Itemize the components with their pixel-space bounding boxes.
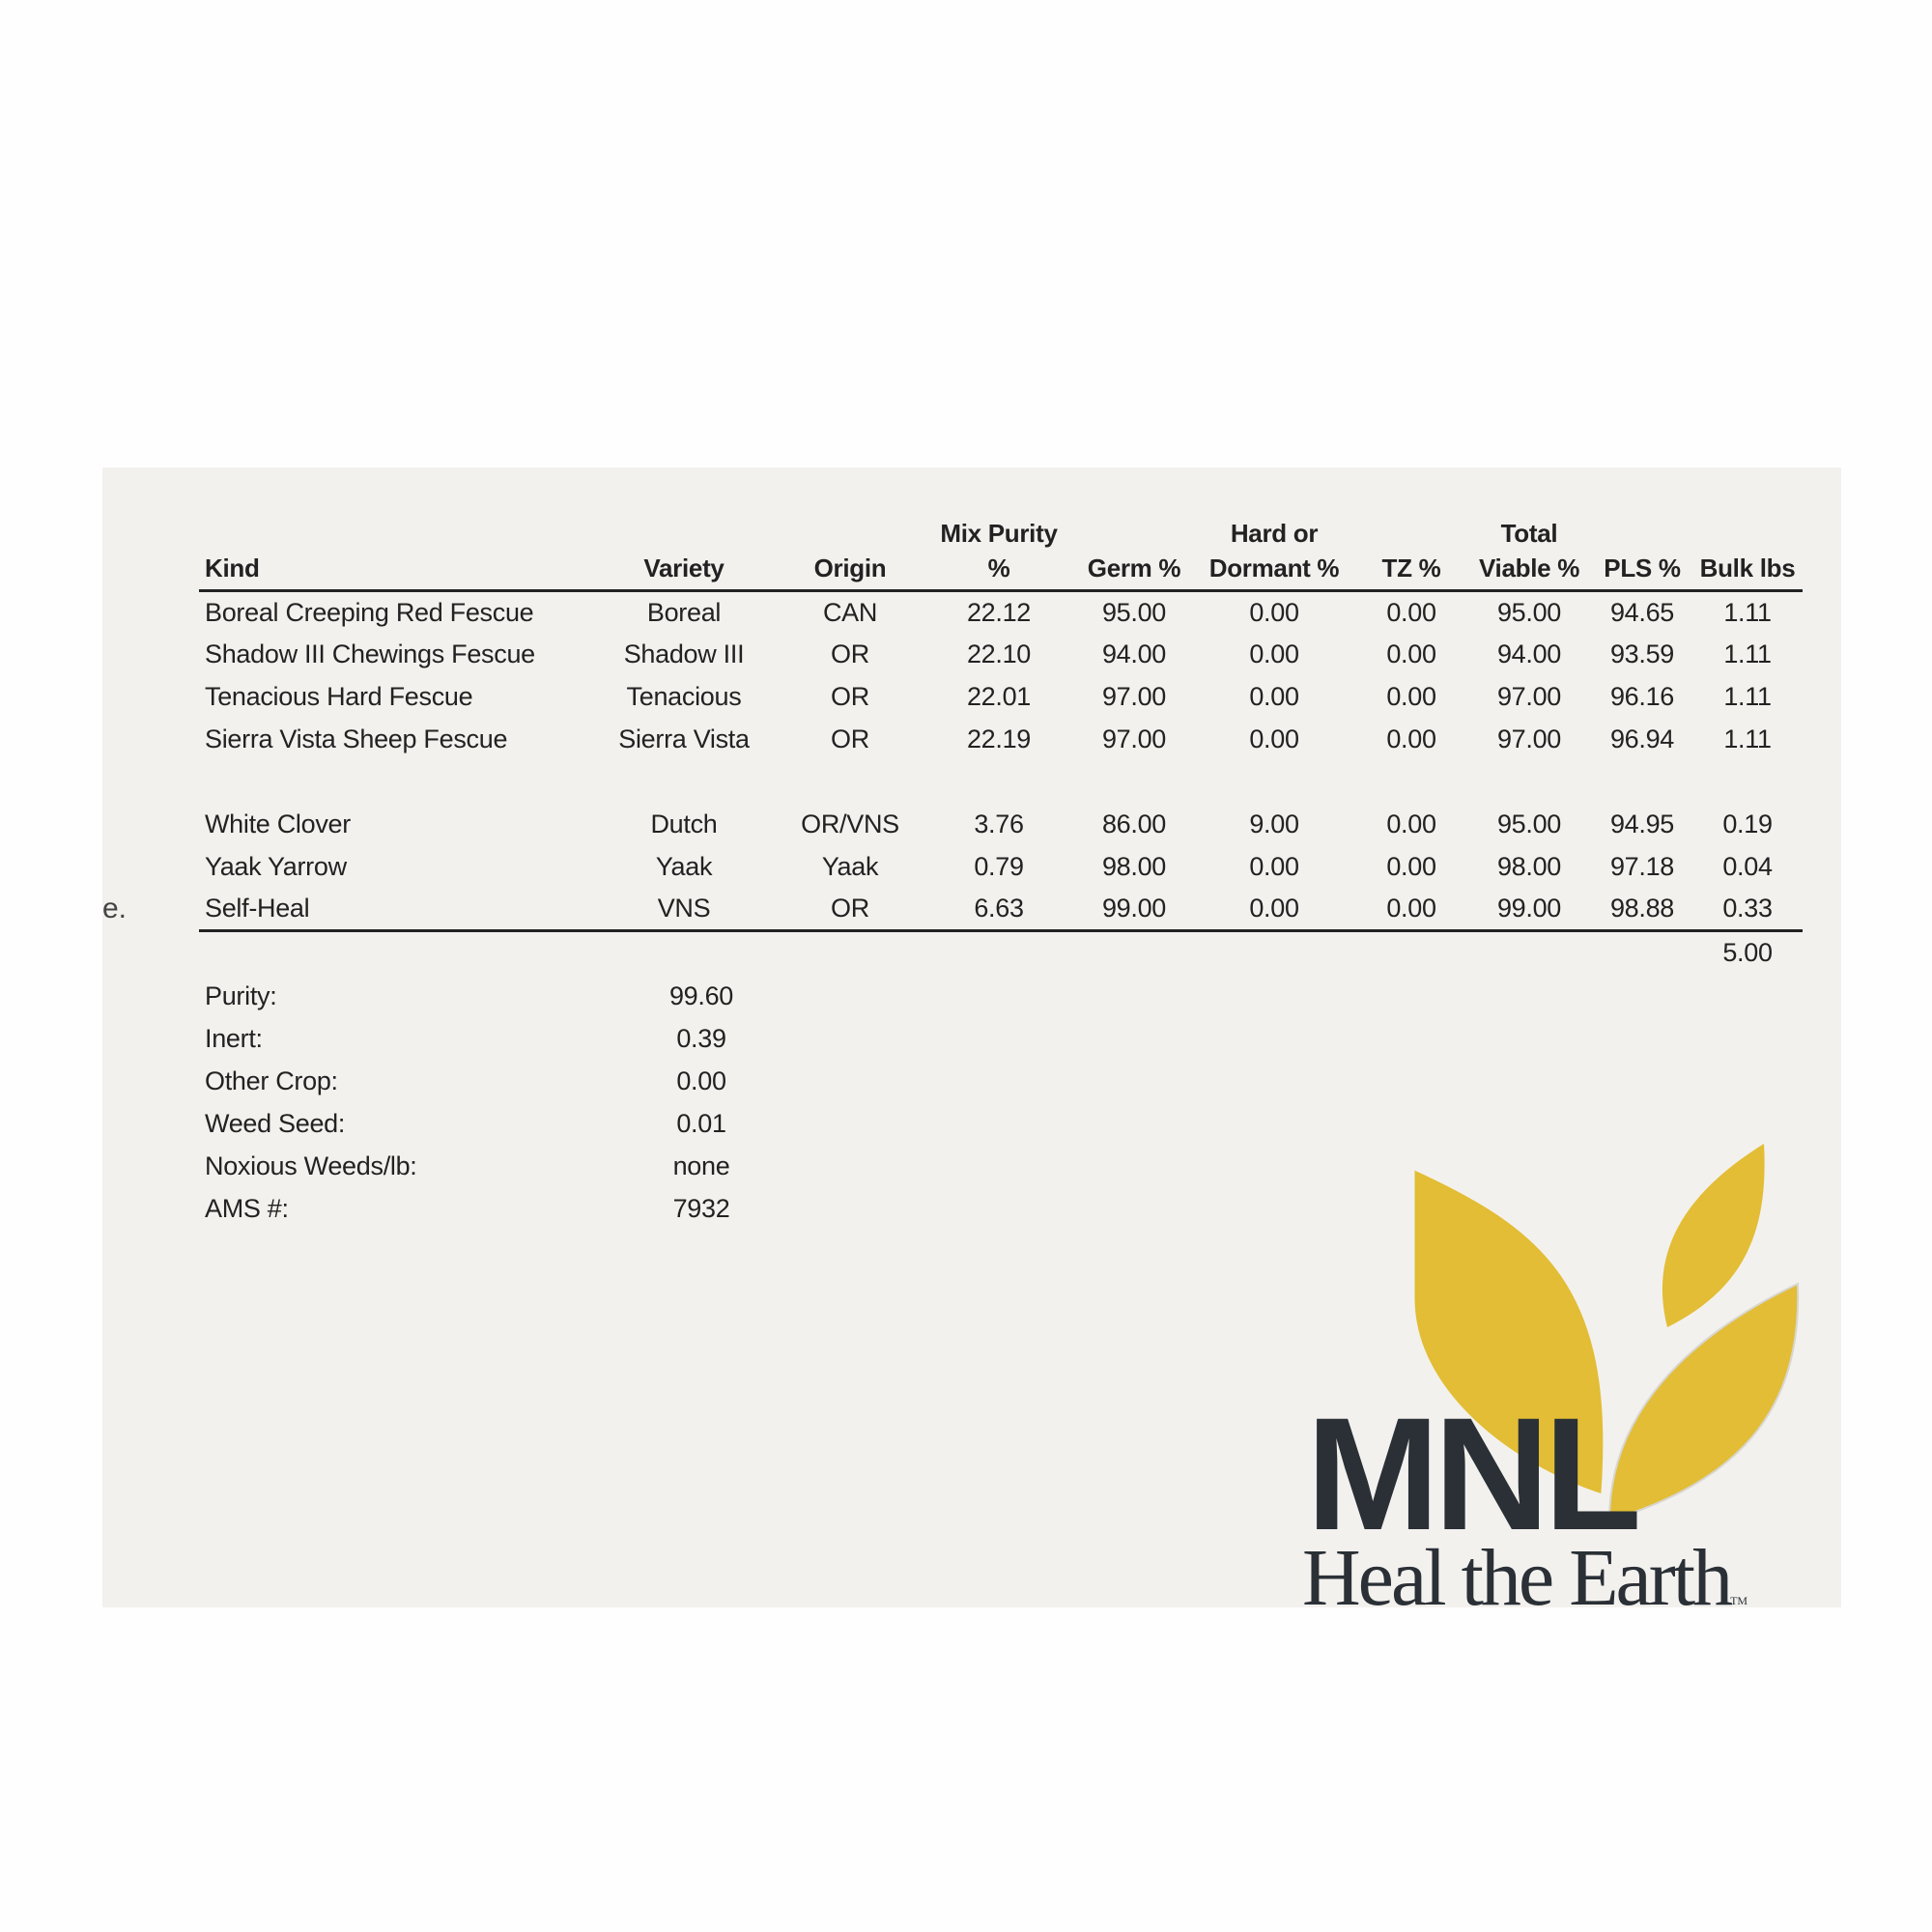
total-blank-cell	[199, 931, 1692, 974]
summary-label: Purity:	[205, 980, 277, 1010]
cell-kind: Boreal Creeping Red Fescue	[205, 597, 534, 627]
summary-row-weed-seed	[199, 1102, 796, 1145]
cell-kind: Yaak Yarrow	[205, 852, 347, 881]
cell-total-viable: 95.00	[1496, 810, 1562, 838]
cell-germ: 99.00	[1076, 889, 1192, 931]
cell-pls: 96.94	[1609, 724, 1675, 753]
cell-hard-dormant: 0.00	[1249, 639, 1299, 668]
table-row	[199, 634, 1803, 676]
summary-row-purity	[199, 975, 796, 1017]
mnl-logo	[1291, 1144, 1832, 1607]
header-total-viable-line2: Viable %	[1478, 554, 1580, 582]
cell-origin: OR	[831, 639, 869, 668]
header-bulk: Bulk lbs	[1692, 516, 1803, 591]
cell-tz: 0.00	[1386, 852, 1436, 881]
header-variety: Variety	[589, 516, 779, 591]
cell-mix-purity: 22.12	[966, 597, 1032, 627]
table-row	[199, 889, 1803, 931]
cell-origin: OR	[831, 682, 869, 711]
cell-total-viable: 97.00	[1496, 682, 1562, 711]
cell-variety: Tenacious	[626, 682, 742, 711]
logo-tagline	[1302, 1533, 1748, 1607]
cell-kind: Sierra Vista Sheep Fescue	[205, 724, 508, 753]
cell-mix-purity: 22.10	[966, 639, 1032, 668]
table-row	[199, 719, 1803, 761]
cell-origin: OR/VNS	[801, 810, 899, 838]
cell-origin: CAN	[822, 597, 878, 627]
cell-tz: 0.00	[1386, 682, 1436, 711]
cell-hard-dormant: 0.00	[1249, 597, 1299, 627]
header-mix-purity-line1: Mix Purity	[940, 519, 1058, 548]
cell-pls: 96.16	[1609, 682, 1675, 711]
edge-text-fragment: e.	[102, 893, 128, 924]
cell-hard-dormant: 0.00	[1249, 852, 1299, 881]
summary-label: AMS #:	[205, 1193, 289, 1223]
cell-pls: 93.59	[1609, 639, 1675, 668]
cell-kind: White Clover	[205, 810, 351, 838]
cell-bulk: 0.33	[1692, 889, 1803, 931]
header-hard-dormant-line1: Hard or	[1230, 519, 1319, 548]
cell-total-viable: 98.00	[1496, 852, 1562, 881]
bulk-total: 5.00	[1722, 937, 1773, 967]
cell-bulk: 1.11	[1723, 682, 1772, 711]
cell-bulk: 1.11	[1723, 639, 1772, 668]
summary-row-ams	[199, 1187, 796, 1230]
cell-bulk: 0.04	[1722, 852, 1773, 881]
cell-hard-dormant: 0.00	[1192, 889, 1356, 931]
cell-pls: 94.65	[1609, 597, 1675, 627]
cell-kind: Tenacious Hard Fescue	[205, 682, 473, 711]
summary-label: Weed Seed:	[205, 1108, 346, 1138]
cell-mix-purity: 6.63	[922, 889, 1076, 931]
cell-variety: Dutch	[650, 810, 718, 838]
leaf-bottom-right-icon	[1609, 1284, 1798, 1520]
cell-hard-dormant: 9.00	[1249, 810, 1299, 838]
header-total-viable-line1: Total	[1500, 519, 1558, 548]
cell-tz: 0.00	[1356, 889, 1466, 931]
cell-germ: 86.00	[1101, 810, 1167, 838]
cell-bulk: 0.19	[1722, 810, 1773, 838]
header-germ: Germ %	[1076, 516, 1192, 591]
logo-tagline-text: Heal the Earth	[1302, 1533, 1731, 1607]
summary-value: none	[672, 1151, 730, 1180]
cell-tz: 0.00	[1386, 810, 1436, 838]
header-mix-purity-line2: %	[987, 554, 1010, 582]
table-spacer-row	[199, 761, 1803, 804]
cell-tz: 0.00	[1386, 639, 1436, 668]
cell-origin: Yaak	[821, 852, 879, 881]
logo-trademark: TM	[1730, 1594, 1748, 1607]
cell-variety: Yaak	[655, 852, 713, 881]
leaf-top-right-icon	[1662, 1144, 1765, 1327]
cell-pls: 97.18	[1609, 852, 1675, 881]
cell-mix-purity: 0.79	[974, 852, 1024, 881]
cell-total-viable: 94.00	[1496, 639, 1562, 668]
cell-mix-purity: 3.76	[974, 810, 1024, 838]
cell-pls: 94.95	[1609, 810, 1675, 838]
cell-germ: 97.00	[1101, 724, 1167, 753]
cell-mix-purity: 22.19	[966, 724, 1032, 753]
cell-total-viable: 95.00	[1496, 597, 1562, 627]
table-row	[199, 676, 1803, 719]
table-row	[199, 846, 1803, 889]
summary-row-other-crop	[199, 1060, 796, 1102]
cell-tz: 0.00	[1386, 724, 1436, 753]
cell-origin: OR	[831, 724, 869, 753]
summary-label: Inert:	[205, 1023, 263, 1053]
header-origin: Origin	[779, 516, 922, 591]
summary-label: Noxious Weeds/lb:	[205, 1151, 417, 1180]
logo-wordmark: MNL	[1306, 1385, 1636, 1564]
summary-value: 99.60	[668, 980, 734, 1010]
header-pls: PLS %	[1592, 516, 1692, 591]
table-row	[199, 591, 1803, 634]
summary-row-inert	[199, 1017, 796, 1060]
summary-row-noxious-weeds	[199, 1145, 796, 1187]
header-kind: Kind	[199, 516, 589, 591]
cell-pls: 98.88	[1592, 889, 1692, 931]
cell-total-viable: 97.00	[1496, 724, 1562, 753]
cell-tz: 0.00	[1386, 597, 1436, 627]
header-tz: TZ %	[1356, 516, 1466, 591]
cell-variety: Shadow III	[623, 639, 745, 668]
header-hard-dormant	[1192, 516, 1356, 591]
cell-variety: Sierra Vista	[618, 724, 750, 753]
analysis-summary	[199, 975, 796, 1230]
header-total-viable	[1466, 516, 1592, 591]
cell-variety: Boreal	[646, 597, 722, 627]
cell-bulk: 1.11	[1723, 724, 1772, 753]
cell-variety: VNS	[589, 889, 779, 931]
summary-value: 0.39	[676, 1023, 726, 1053]
table-total-row	[199, 931, 1803, 974]
header-mix-purity	[922, 516, 1076, 591]
spacer-cell	[199, 761, 1803, 804]
cell-origin: OR	[779, 889, 922, 931]
seed-mix-table	[199, 516, 1803, 974]
summary-label: Other Crop:	[205, 1065, 338, 1095]
cell-kind: Self-Heal	[199, 889, 589, 931]
cell-mix-purity: 22.01	[966, 682, 1032, 711]
summary-value: 0.01	[676, 1108, 726, 1138]
summary-value: 0.00	[676, 1065, 726, 1095]
cell-germ: 94.00	[1101, 639, 1167, 668]
table-header-row	[199, 516, 1803, 591]
cell-germ: 95.00	[1101, 597, 1167, 627]
cell-hard-dormant: 0.00	[1249, 724, 1299, 753]
cell-total-viable: 99.00	[1466, 889, 1592, 931]
seed-label-card	[102, 468, 1841, 1607]
cell-bulk: 1.11	[1723, 597, 1772, 627]
cell-hard-dormant: 0.00	[1249, 682, 1299, 711]
cell-germ: 98.00	[1101, 852, 1167, 881]
summary-value: 7932	[672, 1193, 730, 1223]
cell-kind: Shadow III Chewings Fescue	[205, 639, 535, 668]
header-hard-dormant-line2: Dormant %	[1208, 554, 1340, 582]
cell-germ: 97.00	[1101, 682, 1167, 711]
table-row	[199, 804, 1803, 846]
